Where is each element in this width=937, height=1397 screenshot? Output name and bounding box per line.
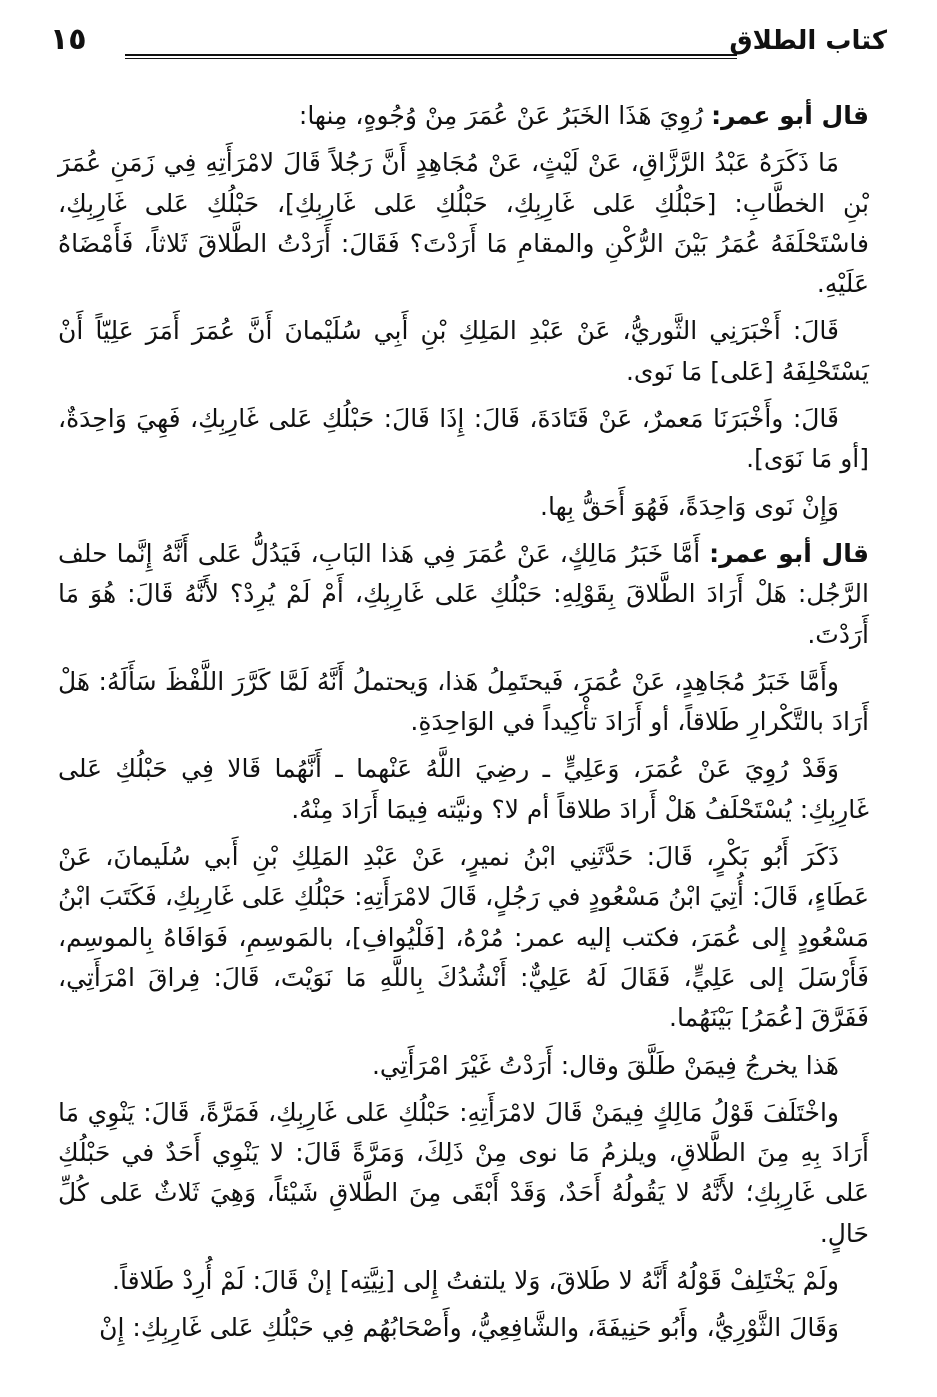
page-header [50,22,887,62]
paragraph-text: ذَكَرَ أَبُو بَكْرٍ، قَالَ: حَدَّثَنِي ابْنُ نميرٍ، عَنْ عَبْدِ المَلِكِ بْنِ أَبي سُلَيمانَ، عَنْ عَطَاءٍ، قَالَ: أُتِيَ ابْنُ مَسْعُودٍ في رَجُلٍ، قَالَ لامْرَأَتِهِ: حَبْلُكِ عَلى غَارِبِكِ، فَكَتَبَ ابْنُ مَسْعُودٍ إِلى عُمَرَ، فكتب إليه عمر: مُرْهُ، [فَلْيُوافِ]، بالمَوسِمِ، فَوَافَاهُ بِالموسِم، فَأَرْسَلَ إلى عَلِيٍّ، فَقَالَ لَهُ عَلِيٌّ: أَنْشُدُكَ بِاللَّهِ مَا نَوَيْتَ، قَالَ: فِراقَ امْرَأَتِي، فَفَرَّقَ [عُمَرُ] بَيْنَهُما. [58,842,869,1033]
paragraph-text: قَالَ: أَخْبَرَنِي الثَّوريُّ، عَنْ عَبْدِ المَلِكِ بْنِ أَبِي سُلَيْمانَ أَنَّ عُمَرَ أَمَرَ عَلِيّاً أَنْ يَسْتَحْلِفَهُ [عَلى] مَا نَوى. [58,316,869,386]
paragraph-text: هَذا يخرجُ فِيمَنْ طَلَّقَ وقال: أَرَدْتُ غَيْرَ امْرَأَتِي. [371,1050,839,1080]
paragraph-text: قَالَ: وأَخْبَرَنَا مَعمرٌ، عَنْ قَتَادَةَ، قَالَ: إِذَا قَالَ: حَبْلُكِ عَلى غَارِبِكِ، فَهِيَ وَاحِدَةٌ، [أو مَا نَوَى]. [58,404,869,474]
paragraph-text: وَإِنْ نَوى وَاحِدَةً، فَهُوَ أَحَقُّ بِها. [540,491,839,521]
paragraph [58,1261,869,1301]
paragraph [58,749,869,830]
paragraph-text: وَقَدْ رُوِيَ عَنْ عُمَرَ، وَعَلِيٍّ ـ رضِيَ اللَّهُ عَنْهما ـ أَنَّهُما قَالا فِي حَبْلُكِ عَلى غَارِبِكِ: يُسْتَحْلَفُ هَلْ أَرادَ طلاقاً أم لا؟ ونيَّته فِيمَا أَرَادَ مِنْهُ. [58,754,869,824]
paragraph [58,1093,869,1254]
paragraph [58,143,869,304]
page-body [58,96,869,1356]
paragraph-text: ولَمْ يَخْتَلِفْ قَوْلُهُ أَنَّهُ لا طَلاقَ، وَلا يلتفتُ إِلى [نِيَّتِه] إنْ قَالَ: لَمْ أُرِدْ طَلاقاً. [112,1266,839,1296]
book-title: كتاب الطلاق [729,26,887,56]
speaker-label: قال أبو عمر: [709,538,869,568]
paragraph-text: أَمَّا خَبَرُ مَالِكٍ، عَنْ عُمَرَ فِي هَذا البَابِ، فَيَدُلُّ عَلى أَنَّهُ إِنَّما حلف الرَّجُل: هَلْ أَرَادَ الطَّلاقَ بِقَوْلِهِ: حَبْلُكِ عَلى غَارِبِكِ، أَمْ لَمْ يُرِدْ؟ لأَنَّهُ قَالَ: هُوَ مَا أَرَدْتَ. [58,538,869,649]
paragraph [58,662,869,743]
paragraph [58,1046,869,1086]
paragraph-text: مَا ذَكَرَهُ عَبْدُ الرَّزَّاقِ، عَنْ لَيْثٍ، عَنْ مُجَاهِدٍ أَنَّ رَجُلاً قَالَ لامْرَأَتِهِ فِي زَمَنِ عُمَرَ بْنِ الخطَّابِ: [حَبْلُكِ عَلى غَارِبِكِ، حَبْلُكِ عَلى غَارِبِكِ]، حَبْلُكِ عَلى غَارِبِكِ، فاسْتَحْلَفَهُ عُمَرُ بَيْنَ الرُّكْنِ والمقامِ مَا أَرَدْتَ؟ فَقَالَ: أَرَدْتُ الطَّلاقَ ثَلاثاً، فَأَمْضَاهُ عَلَيْهِ. [58,148,869,299]
paragraph-text: وَقَالَ الثَّوْرِيُّ، وأَبُو حَنِيفَةَ، والشَّافِعِيُّ، وأَصْحَابُهُم فِي حَبْلُكِ عَلى غَارِبِكِ: إِنْ [99,1313,839,1343]
paragraph-text: وأَمَّا خَبَرُ مُجَاهِدٍ، عَنْ عُمَرَ، فَيحتَمِلُ هَذا، وَيحتملُ أَنَّهُ لَمَّا كَرَّرَ اللَّفْظَ سَأَلَهُ: هَلْ أَرَادَ بالتَّكْرارِ طَلاقاً، أو أَرَادَ تأْكِيداً في الوَاحِدَةِ. [58,666,869,737]
paragraph [58,1308,869,1348]
paragraph [58,399,869,480]
paragraph [58,837,869,1038]
paragraph [58,487,869,527]
paragraph [58,311,869,392]
paragraph [58,534,869,655]
paragraph-text: رُوِيَ هَذَا الخَبَرُ عَنْ عُمَرَ مِنْ وُجُوهٍ، مِنها: [298,101,712,130]
speaker-label: قال أبو عمر: [711,101,869,130]
paragraph [58,96,869,136]
paragraph-text: واخْتَلَفَ قَوْلُ مَالِكٍ فِيمَنْ قَالَ لامْرَأَتِهِ: حَبْلُكِ عَلى غَارِبِكِ، فَمَرَّةً، قَالَ: يَنْوِي مَا أَرَادَ بِهِ مِنَ الطَّلاقِ، ويلزمُ مَا نوى مِنْ ذَلِكَ، وَمَرَّةً قَالَ: لا يَنْوِي أَحَدٌ في حَبْلُكِ عَلى غَارِبِكِ؛ لأَنَّهُ لا يَقُولُهُ أَحَدٌ، وَقَدْ أَبْقَى مِنَ الطَّلاقِ شَيْئاً، وَهِيَ ثَلاثٌ عَلى كُلِّ حَالٍ. [58,1097,869,1248]
page-number: ١٥ [50,22,87,57]
header-rule [125,54,737,59]
